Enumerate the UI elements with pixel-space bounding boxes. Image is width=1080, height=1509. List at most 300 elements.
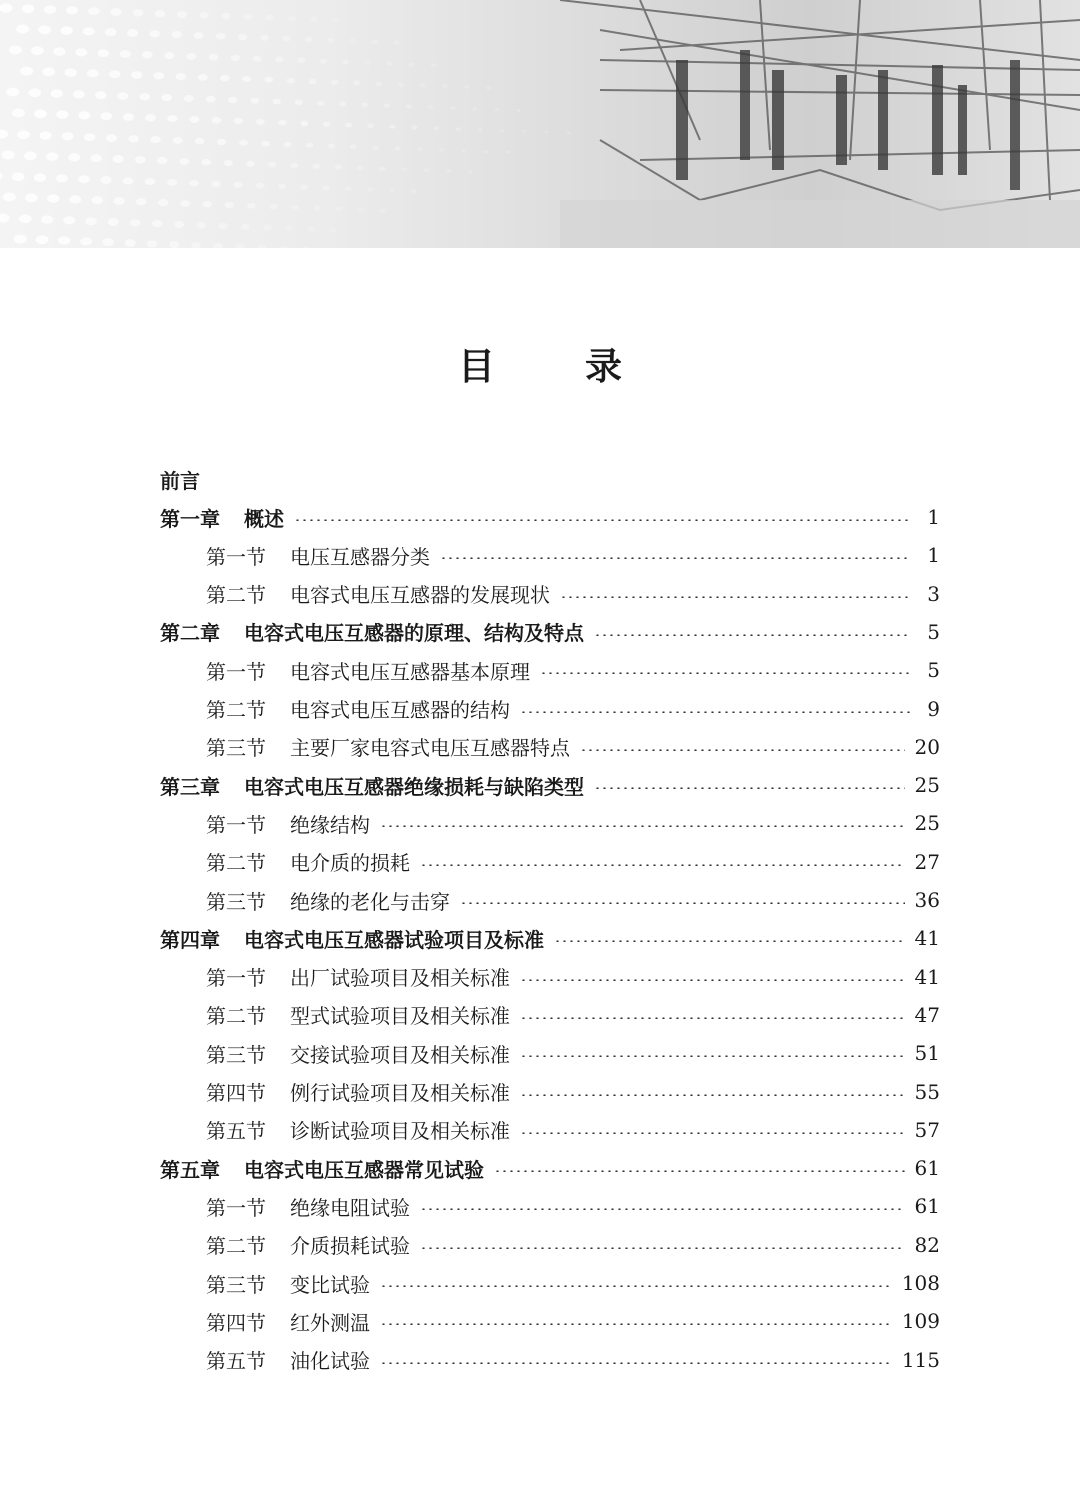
banner-dot	[51, 89, 63, 97]
banner-dot	[184, 95, 194, 102]
banner-dot	[310, 17, 318, 22]
toc-section-entry[interactable]	[160, 1302, 940, 1340]
banner-dot	[317, 101, 325, 106]
chapter-number: 第三章	[160, 774, 220, 799]
banner-dot	[375, 81, 382, 86]
banner-dot	[88, 7, 99, 15]
banner-dot	[313, 164, 321, 169]
banner-dot	[167, 179, 177, 186]
banner-dot	[339, 102, 346, 107]
banner-dot	[216, 33, 225, 40]
banner-dot	[278, 184, 286, 189]
dot-leader	[420, 864, 905, 866]
banner-dot	[358, 207, 365, 212]
banner-dot	[500, 129, 504, 132]
banner-dot	[42, 67, 55, 76]
banner-dot	[173, 137, 183, 144]
banner-dot	[367, 123, 374, 128]
banner-dot	[261, 141, 269, 147]
section-title: 绝缘结构	[290, 812, 370, 837]
dot-leader	[520, 711, 910, 713]
banner-dot	[203, 201, 212, 208]
banner-dot	[78, 111, 90, 119]
banner-dot	[189, 116, 199, 123]
banner-dot	[167, 115, 177, 122]
banner-dot	[85, 217, 96, 225]
banner-dot	[327, 38, 335, 43]
toc-chapter-entry[interactable]	[160, 766, 940, 804]
banner-dot	[34, 173, 46, 181]
banner-dot	[439, 148, 444, 152]
banner-dot	[47, 194, 59, 202]
banner-dot	[250, 98, 259, 104]
banner-dot	[288, 16, 296, 21]
banner-dot	[384, 103, 390, 107]
banner-dot	[225, 202, 234, 208]
page-number: 25	[914, 773, 940, 798]
banner-dot	[456, 127, 461, 131]
banner-dot	[305, 37, 313, 42]
banner-dot	[123, 113, 134, 121]
banner-dot	[336, 207, 343, 212]
banner-dot	[389, 188, 395, 192]
dot-leader	[294, 519, 910, 521]
toc-section-entry[interactable]	[160, 1073, 940, 1111]
banner-dot	[431, 63, 437, 67]
banner-dot	[209, 54, 218, 61]
banner-dot	[314, 206, 322, 211]
section-title: 出厂试验项目及相关标准	[290, 966, 510, 991]
dot-leader	[420, 1247, 905, 1249]
toc-chapter-entry[interactable]	[160, 613, 940, 651]
banner-dot	[95, 91, 106, 99]
banner-dot	[120, 50, 131, 58]
banner-dot	[506, 151, 510, 154]
banner-dot	[219, 223, 228, 229]
banner-dot	[256, 119, 265, 125]
banner-dot	[239, 140, 248, 146]
page-number: 109	[901, 1309, 940, 1334]
toc-section-entry[interactable]	[160, 958, 940, 996]
banner-dot	[478, 128, 483, 131]
banner-dot	[157, 157, 167, 164]
section-title: 电压互感器分类	[290, 544, 430, 569]
banner-dot	[241, 224, 250, 230]
banner-dot	[300, 185, 308, 190]
page-number: 36	[914, 888, 940, 912]
toc-section-entry[interactable]	[160, 1226, 940, 1264]
banner-dot	[408, 62, 414, 66]
page-number: 1	[927, 505, 940, 529]
toc-section-entry[interactable]	[160, 804, 940, 842]
banner-dot	[131, 71, 142, 79]
banner-dot	[486, 86, 491, 89]
banner-dot	[287, 78, 295, 84]
banner-dot	[155, 10, 165, 17]
banner-dot	[446, 169, 451, 173]
banner-dot	[234, 182, 243, 188]
banner-dot	[206, 96, 215, 103]
banner-dot	[24, 151, 37, 160]
banner-dot	[0, 172, 3, 181]
banner-dot	[372, 145, 378, 149]
dot-leader	[520, 979, 905, 981]
banner-dot	[153, 72, 164, 79]
banner-dot	[411, 189, 417, 193]
dot-leader	[540, 672, 910, 674]
banner-dot	[395, 146, 401, 150]
section-number: 第三节	[206, 889, 266, 914]
banner-dot	[136, 198, 147, 205]
banner-dot	[300, 121, 308, 126]
banner-dot	[284, 142, 292, 147]
section-title: 电容式电压互感器基本原理	[290, 659, 530, 684]
section-number: 第三节	[206, 1042, 266, 1067]
banner-dot	[282, 36, 290, 42]
section-title: 绝缘电阻试验	[290, 1195, 410, 1220]
banner-dot	[39, 131, 51, 139]
banner-dot	[269, 204, 277, 210]
banner-dot	[75, 48, 87, 56]
banner-dot	[101, 176, 112, 184]
toc-section-entry[interactable]	[160, 1187, 940, 1225]
banner-dot	[285, 226, 293, 231]
banner-dot	[150, 136, 160, 143]
banner-dot	[162, 94, 172, 101]
banner-dot	[371, 39, 378, 44]
page-number: 108	[901, 1271, 940, 1295]
section-number: 第五节	[206, 1119, 266, 1144]
page-number: 82	[914, 1232, 940, 1257]
banner-dot	[180, 200, 190, 207]
banner-dot	[133, 9, 144, 16]
banner-dot	[328, 144, 335, 149]
banner-dot	[66, 6, 78, 14]
banner-dot	[345, 186, 352, 191]
banner-dot	[495, 108, 499, 111]
banner-dot	[306, 143, 314, 148]
banner-dot	[149, 30, 160, 37]
banner-dot	[196, 222, 205, 229]
section-number: 第三节	[206, 736, 266, 761]
banner-dot	[411, 125, 417, 129]
page-number: 41	[914, 926, 940, 951]
dot-leader	[380, 825, 905, 827]
banner-dot	[320, 59, 328, 64]
section-number: 第二节	[206, 1234, 266, 1259]
banner-dot	[291, 205, 299, 210]
banner-dot	[113, 155, 124, 163]
page-number: 41	[914, 964, 940, 989]
chapter-number: 第四章	[160, 927, 220, 952]
chapter-title: 电容式电压互感器绝缘损耗与缺陷类型	[244, 774, 584, 799]
banner-dot	[58, 236, 70, 244]
banner-dot	[423, 168, 429, 172]
banner-dot	[342, 60, 349, 65]
section-title: 电介质的损耗	[290, 851, 410, 876]
toc-section-entry[interactable]	[160, 690, 940, 728]
page-number: 57	[914, 1117, 940, 1142]
substation-banner-image	[0, 0, 1080, 248]
banner-dot	[176, 73, 186, 80]
substation-structure	[560, 0, 1080, 210]
banner-dot	[450, 106, 455, 110]
toc-chapter-entry[interactable]	[160, 1149, 940, 1187]
banner-dot	[98, 49, 109, 57]
banner-dot	[109, 70, 120, 78]
banner-dot	[213, 243, 222, 248]
banner-dot	[202, 159, 211, 166]
chapter-title: 概述	[244, 506, 284, 531]
banner-dot	[142, 51, 153, 58]
section-title: 油化试验	[290, 1349, 370, 1374]
banner-dot	[101, 112, 112, 120]
banner-dot	[194, 32, 204, 39]
dot-leader	[460, 902, 905, 904]
banner-dot	[322, 186, 329, 191]
dot-leader	[520, 1017, 905, 1019]
banner-dot	[236, 244, 245, 248]
banner-dot	[309, 79, 317, 84]
banner-dot	[398, 82, 404, 86]
banner-dot	[2, 151, 15, 160]
section-title: 变比试验	[290, 1272, 370, 1297]
dot-leader	[380, 1285, 892, 1287]
section-title: 交接试验项目及相关标准	[290, 1042, 510, 1067]
banner-dot	[12, 172, 25, 181]
toc-section-entry[interactable]	[160, 536, 940, 574]
chapter-number: 第五章	[160, 1157, 220, 1182]
banner-dot	[221, 13, 230, 19]
banner-dot	[25, 193, 38, 202]
banner-dot	[36, 235, 49, 244]
banner-dot	[361, 102, 368, 107]
page-number: 3	[927, 581, 940, 606]
title-char-1: 目	[458, 345, 495, 388]
banner-dot	[258, 245, 267, 248]
chapter-title: 电容式电压互感器常见试验	[244, 1157, 484, 1182]
banner-dot	[253, 56, 262, 62]
toc-section-entry[interactable]	[160, 575, 940, 613]
dot-leader	[380, 1323, 892, 1325]
page-number: 25	[914, 811, 940, 836]
banner-dot	[65, 68, 77, 76]
dot-leader	[560, 596, 910, 598]
page-number: 5	[927, 658, 940, 683]
banner-dot	[114, 197, 125, 205]
toc-section-entry[interactable]	[160, 843, 940, 881]
banner-dot	[186, 53, 196, 60]
banner-dot	[307, 227, 315, 232]
section-number: 第一节	[206, 966, 266, 991]
banner-dot	[228, 97, 237, 103]
banner-dot	[302, 247, 310, 248]
banner-dot	[332, 18, 339, 23]
banner-dot	[367, 187, 373, 191]
banner-dot	[244, 14, 253, 20]
banner-dot	[152, 220, 162, 227]
banner-dot	[108, 218, 119, 226]
banner-dot	[364, 60, 371, 65]
toc-section-entry[interactable]	[160, 651, 940, 689]
toc-section-entry[interactable]	[160, 728, 940, 766]
banner-dot	[349, 39, 356, 44]
banner-dot	[247, 203, 256, 209]
banner-dot	[53, 47, 65, 55]
banner-dot	[6, 88, 19, 97]
toc-section-entry[interactable]	[160, 881, 940, 919]
toc-section-entry[interactable]	[160, 1264, 940, 1302]
banner-dot	[417, 147, 423, 151]
banner-dot	[345, 123, 352, 128]
section-title: 例行试验项目及相关标准	[290, 1081, 510, 1105]
dot-leader	[580, 749, 905, 751]
banner-dot	[189, 180, 198, 187]
banner-dot	[78, 175, 89, 183]
banner-dot	[323, 122, 331, 127]
banner-dot	[297, 58, 305, 63]
page-number: 1	[927, 543, 940, 568]
banner-dot	[517, 109, 521, 112]
toc-section-entry[interactable]	[160, 1034, 940, 1072]
banner-dot	[22, 4, 35, 13]
banner-dot	[28, 88, 41, 97]
banner-dot	[31, 46, 44, 55]
dot-leader	[420, 1208, 905, 1210]
banner-dot	[406, 104, 412, 108]
banner-dot	[238, 34, 247, 40]
banner-dot	[68, 153, 80, 161]
banner-dot	[38, 25, 51, 34]
banner-dot	[174, 221, 184, 228]
chapter-title: 电容式电压互感器的原理、结构及特点	[244, 621, 584, 646]
banner-dot	[61, 26, 73, 34]
page-title	[0, 336, 1080, 390]
page-number: 27	[914, 849, 940, 874]
banner-dot	[128, 135, 139, 142]
banner-dot	[92, 196, 103, 204]
toc-chapter-entry[interactable]	[160, 919, 940, 957]
dot-pattern	[0, 4, 570, 249]
banner-dot	[234, 118, 243, 124]
banner-dot	[191, 242, 201, 248]
toc-preface[interactable]	[160, 460, 940, 498]
banner-dot	[145, 114, 156, 121]
section-number: 第二节	[206, 583, 266, 608]
banner-dot	[380, 208, 386, 212]
header-banner	[0, 0, 1080, 248]
banner-dot	[110, 8, 121, 16]
banner-dot	[420, 83, 426, 87]
banner-dot	[164, 52, 174, 59]
banner-dot	[127, 29, 138, 37]
banner-dot	[34, 109, 47, 118]
banner-dot	[434, 126, 440, 130]
banner-dot	[0, 4, 13, 13]
banner-dot	[266, 15, 274, 21]
banner-dot	[268, 162, 276, 168]
banner-dot	[102, 238, 113, 246]
page-number: 5	[927, 619, 940, 644]
banner-dot	[242, 76, 251, 82]
banner-dot	[16, 25, 29, 34]
banner-dot	[41, 215, 53, 223]
section-title: 介质损耗试验	[290, 1234, 410, 1259]
toc-section-entry[interactable]	[160, 1111, 940, 1149]
banner-dot	[220, 75, 229, 82]
toc-chapter-entry[interactable]	[160, 498, 940, 536]
section-number: 第二节	[206, 1004, 266, 1029]
banner-dot	[331, 80, 339, 85]
page-number: 47	[914, 1002, 940, 1027]
banner-dot	[169, 241, 179, 248]
banner-dot	[105, 28, 116, 36]
page-number: 61	[914, 1156, 940, 1181]
banner-dot	[106, 134, 117, 142]
banner-dot	[461, 149, 466, 152]
banner-dot	[212, 117, 221, 124]
banner-dot	[125, 239, 136, 247]
preface-label: 前言	[160, 468, 200, 493]
dot-leader	[554, 940, 905, 942]
banner-dot	[83, 27, 95, 35]
banner-dot	[195, 138, 204, 145]
banner-dot	[464, 85, 469, 89]
dot-leader	[440, 557, 910, 559]
chapter-number: 第二章	[160, 621, 220, 646]
dot-leader	[520, 1055, 905, 1057]
section-number: 第三节	[206, 1272, 266, 1297]
section-number: 第一节	[206, 812, 266, 837]
banner-dot	[44, 5, 56, 13]
banner-dot	[17, 130, 30, 139]
dot-leader	[494, 1170, 905, 1172]
banner-dot	[63, 216, 75, 224]
chapter-number: 第一章	[160, 506, 220, 531]
banner-dot	[62, 132, 74, 140]
banner-dot	[20, 67, 33, 76]
section-number: 第一节	[206, 659, 266, 684]
banner-dot	[246, 161, 255, 167]
banner-dot	[135, 156, 146, 163]
banner-dot	[224, 160, 233, 166]
banner-dot	[264, 77, 273, 83]
section-number: 第四节	[206, 1081, 266, 1105]
banner-dot	[56, 110, 68, 118]
title-char-2: 录	[585, 345, 622, 388]
banner-dot	[198, 74, 208, 81]
banner-dot	[335, 165, 342, 170]
banner-dot	[330, 228, 337, 233]
dot-leader	[520, 1132, 905, 1134]
banner-dot	[147, 240, 158, 247]
banner-dot	[295, 100, 303, 105]
toc-section-entry[interactable]	[160, 1341, 940, 1379]
banner-dot	[179, 158, 189, 165]
banner-dot	[522, 130, 526, 133]
banner-dot	[19, 214, 32, 223]
banner-dot	[73, 90, 85, 98]
banner-dot	[80, 237, 92, 245]
banner-dot	[69, 195, 81, 203]
section-title: 绝缘的老化与击穿	[290, 889, 450, 914]
dot-leader	[520, 1094, 905, 1096]
section-number: 第四节	[206, 1310, 266, 1335]
banner-dot	[139, 93, 150, 100]
toc-section-entry[interactable]	[160, 996, 940, 1034]
dot-leader	[594, 787, 905, 789]
section-number: 第二节	[206, 698, 266, 722]
